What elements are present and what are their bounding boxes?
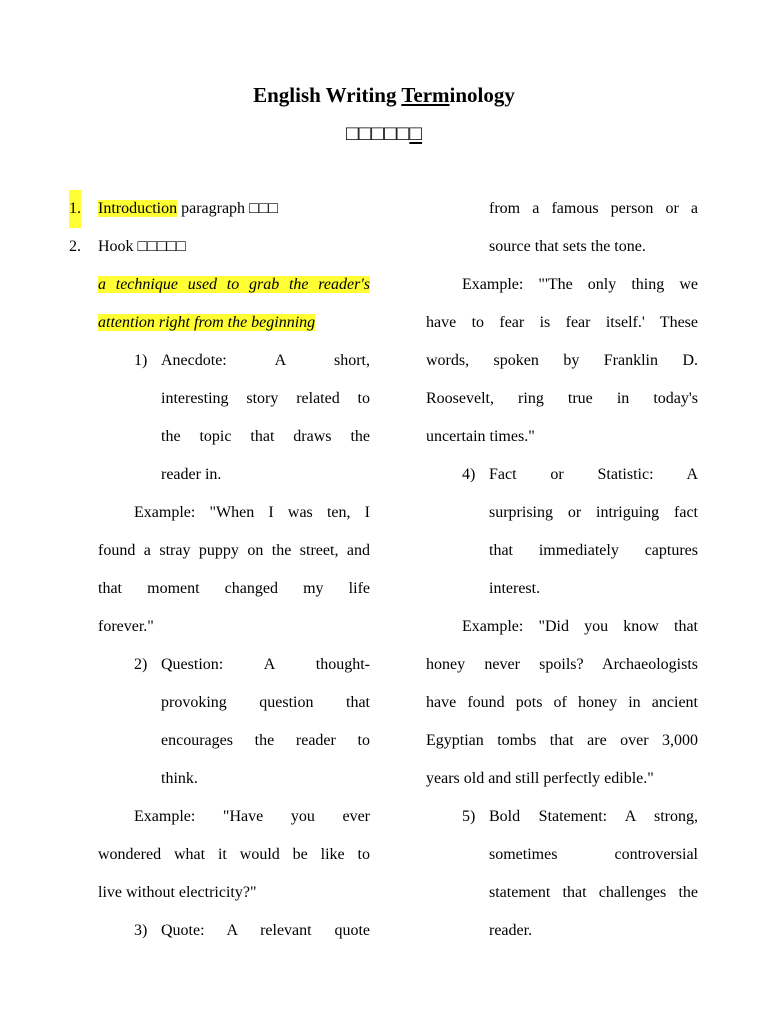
quote-example: Roosevelt, ring true in today's xyxy=(426,390,698,407)
fact-example: have found pots of honey in ancient xyxy=(426,694,698,711)
sub-item-anecdote: 1) Anecdote: A short, xyxy=(69,342,370,380)
page-subtitle xyxy=(0,118,768,148)
question-line: encourages the reader to xyxy=(161,732,370,749)
hook-definition-line: attention right from the beginning xyxy=(98,314,316,331)
hook-number: 2. xyxy=(69,238,81,255)
anecdote-number: 1) xyxy=(134,352,148,369)
sub-item-fact: 4) Fact or Statistic: A xyxy=(426,456,698,494)
left-column xyxy=(69,190,370,950)
quote-line: from a famous person or a xyxy=(489,200,698,217)
anecdote-example: Example: "When I was ten, I xyxy=(134,504,370,521)
quote-number: 3) xyxy=(134,922,148,939)
page-title xyxy=(0,80,768,110)
quote-example: Example: "'The only thing we xyxy=(462,276,698,293)
fact-number: 4) xyxy=(462,466,476,483)
question-example: live without electricity?" xyxy=(98,884,257,901)
right-column xyxy=(426,190,698,950)
anecdote-example: that moment changed my life xyxy=(98,580,370,597)
list-item-introduction xyxy=(69,190,370,228)
question-line: provoking question that xyxy=(161,694,370,711)
question-line: think. xyxy=(161,770,198,787)
fact-line: surprising or intriguing fact xyxy=(489,504,698,521)
subtitle-text: □□□□□ xyxy=(345,121,410,145)
anecdote-line: reader in. xyxy=(161,466,222,483)
title-suffix: inology xyxy=(449,83,515,107)
anecdote-line: the topic that draws the xyxy=(161,428,370,445)
fact-example: honey never spoils? Archaeologists xyxy=(426,656,698,673)
anecdote-line: interesting story related to xyxy=(161,390,370,407)
subtitle-underlined: □ xyxy=(409,121,423,145)
anecdote-example: found a stray puppy on the street, and xyxy=(98,542,370,559)
quote-example: have to fear is fear itself.' These xyxy=(426,314,698,331)
sub-item-question: 2) Question: A thought- xyxy=(69,646,370,684)
fact-line: interest. xyxy=(489,580,541,597)
fact-example: Egyptian tombs that are over 3,000 xyxy=(426,732,698,749)
sub-item-quote: 3) Quote: A relevant quote xyxy=(69,912,370,950)
question-number: 2) xyxy=(134,656,148,673)
intro-number: 1. xyxy=(69,190,81,228)
title-underlined: Term xyxy=(401,83,450,107)
list-item-hook xyxy=(69,228,370,266)
quote-example: uncertain times." xyxy=(426,428,535,445)
bold-line: statement that challenges the xyxy=(489,884,698,901)
bold-line: reader. xyxy=(489,922,533,939)
sub-item-bold-statement: 5) Bold Statement: A strong, xyxy=(426,798,698,836)
question-example: wondered what it would be like to xyxy=(98,846,370,863)
hook-label: Hook □□□□□ xyxy=(98,238,186,255)
intro-rest: paragraph □□□ xyxy=(177,200,279,217)
title-prefix: English Writing xyxy=(253,83,402,107)
quote-line: source that sets the tone. xyxy=(489,238,646,255)
anecdote-example: forever." xyxy=(98,618,154,635)
bold-number: 5) xyxy=(462,808,476,825)
fact-example: years old and still perfectly edible." xyxy=(426,770,654,787)
fact-example: Example: "Did you know that xyxy=(462,618,698,635)
intro-label: Introduction xyxy=(98,200,178,217)
hook-definition-line: a technique used to grab the reader's xyxy=(98,276,370,293)
fact-line: that immediately captures xyxy=(489,542,698,559)
question-example: Example: "Have you ever xyxy=(134,808,370,825)
quote-example: words, spoken by Franklin D. xyxy=(426,352,698,369)
bold-line: sometimes controversial xyxy=(489,846,698,863)
